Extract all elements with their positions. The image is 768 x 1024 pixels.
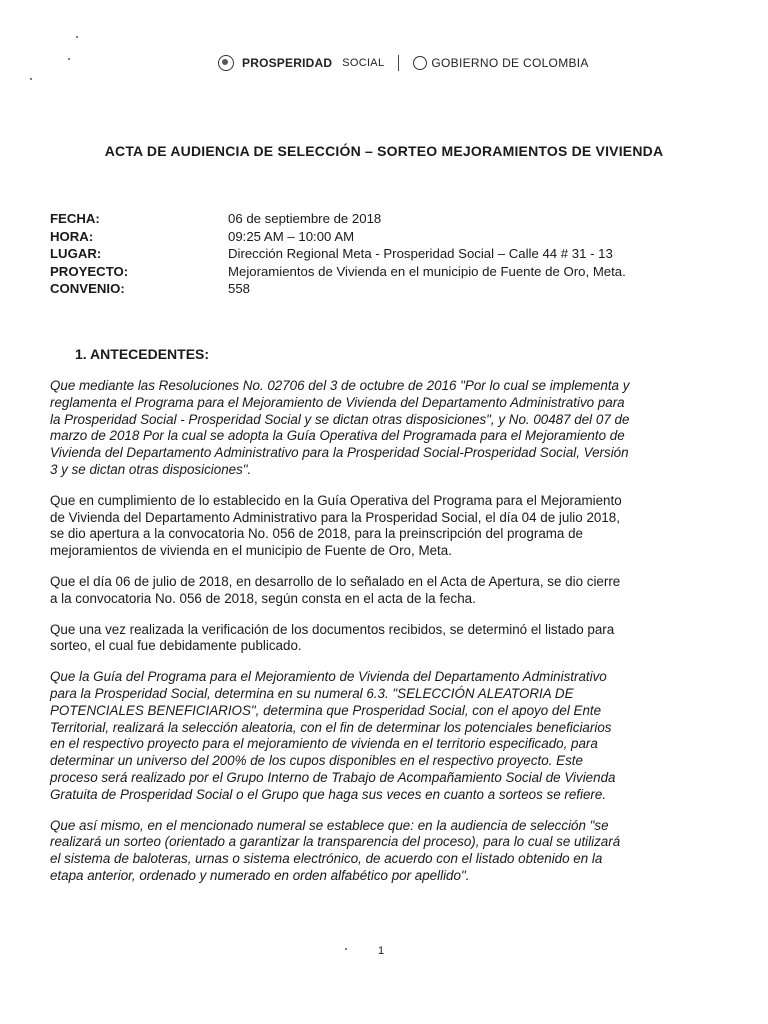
meta-key-lugar: LUGAR: xyxy=(50,246,102,261)
paragraph-line: para la Prosperidad Social, determina en su numeral 6.3. "SELECCIÓN ALEATORIA DE xyxy=(50,685,574,701)
paragraph-line: Que en cumplimiento de lo establecido en la Guía Operativa del Programa para el Mejoramiento xyxy=(50,492,622,508)
meta-value-fecha: 06 de septiembre de 2018 xyxy=(228,211,382,226)
meta-value-proyecto: Mejoramientos de Vivienda en el municipio de Fuente de Oro, Meta. xyxy=(228,263,626,279)
paragraph-line: Territorial, realizará la selección aleatoria, con el fin de determinar los potenciales beneficiarios xyxy=(50,719,612,735)
paragraph-line: reglamenta el Programa para el Mejoramiento de Vivienda del Departamento Administrativo para xyxy=(50,394,625,410)
paragraph-line: Que una vez realizada la verificación de los documentos recibidos, se determinó el listado para xyxy=(50,621,615,637)
paragraph-line: de Vivienda del Departamento Administrativo para la Prosperidad Social, el día 04 de julio 2018, xyxy=(50,509,620,525)
section-heading-antecedentes: 1. ANTECEDENTES: xyxy=(75,346,210,362)
paragraph-resoluciones xyxy=(50,378,724,479)
paragraph-line: se dio apertura a la convocatoria No. 056 de 2018, para la preinscripción del programa de xyxy=(50,526,583,542)
meta-row xyxy=(50,228,626,246)
paragraph-line: la Prosperidad Social - Prosperidad Social y se dictan otras disposiciones", y No. 00487 del 07 de xyxy=(50,411,630,427)
meta-block xyxy=(50,210,626,298)
scan-speck xyxy=(76,36,78,38)
scan-speck xyxy=(68,58,70,60)
paragraph-line: 3 y se dictan otras disposiciones". xyxy=(50,461,252,477)
document-body xyxy=(50,378,724,899)
paragraph-line: sorteo, el cual fue debidamente publicado. xyxy=(50,638,302,654)
paragraph-line: determinar un universo del 200% de los cupos disponibles en el respectivo proyecto. Este xyxy=(50,753,583,769)
brand-subtitle: SOCIAL xyxy=(342,57,385,69)
paragraph-line: a la convocatoria No. 056 de 2018, según consta en el acta de la fecha. xyxy=(50,590,476,606)
colombia-emblem-icon xyxy=(413,56,427,70)
document-title: ACTA DE AUDIENCIA DE SELECCIÓN – SORTEO MEJORAMIENTOS DE VIVIENDA xyxy=(104,143,664,159)
meta-key-fecha: FECHA: xyxy=(50,211,100,226)
header-divider xyxy=(398,55,399,71)
paragraph-line: el sistema de baloteras, urnas o sistema electrónico, de acuerdo con el listado obtenido en la xyxy=(50,851,603,867)
paragraph-convocatoria xyxy=(50,493,724,560)
meta-row xyxy=(50,280,626,298)
paragraph-line: mejoramientos de vivienda en el municipio de Fuente de Oro, Meta. xyxy=(50,543,452,559)
paragraph-verificacion xyxy=(50,622,724,656)
meta-key-hora: HORA: xyxy=(50,228,94,244)
meta-key-convenio: CONVENIO: xyxy=(50,281,125,296)
paragraph-cierre xyxy=(50,574,724,608)
brand-name: PROSPERIDAD xyxy=(242,56,333,70)
paragraph-line: en el respectivo proyecto para el mejoramiento de vivienda en el territorio especificado, para xyxy=(50,736,598,752)
paragraph-line: Gratuita de Prosperidad Social o el Grupo que haga sus veces en cuanto a sorteos se refiere. xyxy=(50,786,607,802)
scan-speck xyxy=(30,78,32,80)
paragraph-line: etapa anterior, ordenado y numerado en orden alfabético por apellido". xyxy=(50,867,470,883)
paragraph-line: POTENCIALES BENEFICIARIOS", determina que Prosperidad Social, con el apoyo del Ente xyxy=(50,702,602,718)
page-number: 1 xyxy=(378,945,385,957)
letterhead xyxy=(218,55,589,71)
government-text: GOBIERNO DE COLOMBIA xyxy=(431,55,589,70)
meta-value-convenio: 558 xyxy=(228,281,251,296)
meta-key-proyecto: PROYECTO: xyxy=(50,263,129,279)
paragraph-line: Que el día 06 de julio de 2018, en desarrollo de lo señalado en el Acta de Apertura, se dio cierre xyxy=(50,573,621,589)
paragraph-line: Vivienda del Departamento Administrativo para la Prosperidad Social-Prosperidad Social, Versión xyxy=(50,445,629,461)
meta-value-hora: 09:25 AM – 10:00 AM xyxy=(228,228,355,244)
meta-value-lugar: Dirección Regional Meta - Prosperidad Social – Calle 44 # 31 - 13 xyxy=(228,246,613,261)
government-label xyxy=(413,56,588,71)
paragraph-line: realizará un sorteo (orientado a garantizar la transparencia del proceso), para lo cual se utilizará xyxy=(50,834,621,850)
scan-speck xyxy=(345,948,347,950)
meta-row xyxy=(50,210,626,228)
meta-row xyxy=(50,263,626,281)
paragraph-line: marzo de 2018 Por la cual se adopta la Guía Operativa del Programada para el Mejoramiento de xyxy=(50,428,625,444)
paragraph-line: proceso será realizado por el Grupo Interno de Trabajo de Acompañamiento Social de Vivienda xyxy=(50,769,616,785)
paragraph-line: Que mediante las Resoluciones No. 02706 del 3 de octubre de 2016 "Por lo cual se implementa y xyxy=(50,378,630,393)
paragraph-line: Que así mismo, en el mencionado numeral se establece que: en la audiencia de selección "se xyxy=(50,817,609,833)
prosperidad-social-seal-icon xyxy=(218,55,234,71)
meta-row xyxy=(50,245,626,263)
paragraph-seleccion-aleatoria xyxy=(50,669,724,803)
paragraph-audiencia xyxy=(50,818,724,885)
paragraph-line: Que la Guía del Programa para el Mejoramiento de Vivienda del Departamento Administrativo xyxy=(50,669,607,685)
